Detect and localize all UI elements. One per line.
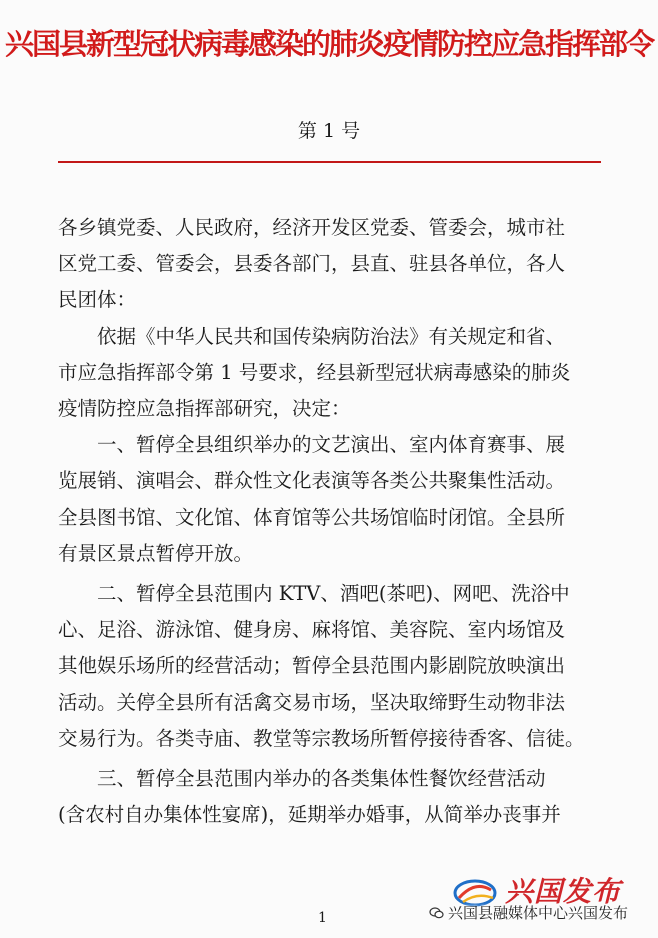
body-line: 览展销、演唱会、群众性文化表演等各类公共聚集性活动。: [58, 469, 566, 493]
body-line: 民团体：: [58, 288, 137, 312]
document-title: 兴国县新型冠状病毒感染的肺炎疫情防控应急指挥部令: [4, 27, 653, 61]
body-line: 全县图书馆、文化馆、体育馆等公共场馆临时闭馆。全县所: [58, 505, 566, 529]
body-line: (含农村自办集体性宴席)，延期举办婚事，从简举办丧事并: [58, 803, 561, 827]
body-line: 二、暂停全县范围内 KTV、酒吧(茶吧)、网吧、洗浴中: [97, 582, 570, 606]
header-divider: [58, 161, 601, 163]
wechat-icon: [429, 907, 444, 919]
body-line: 市应急指挥部令第 1 号要求，经县新型冠状病毒感染的肺炎: [58, 360, 571, 384]
source-watermark: [445, 866, 650, 932]
body-line: 三、暂停全县范围内举办的各类集体性餐饮经营活动: [97, 767, 546, 791]
body-line: 依据《中华人民共和国传染病防治法》有关规定和省、: [97, 324, 566, 348]
body-line: 其他娱乐场所的经营活动；暂停全县范围内影剧院放映演出: [58, 654, 566, 678]
body-line: 有景区景点暂停开放。: [58, 541, 254, 565]
body-line: 疫情防控应急指挥部研究，决定：: [58, 397, 351, 421]
document-number: 第 1 号: [297, 120, 361, 142]
body-line: 交易行为。各类寺庙、教堂等宗教场所暂停接待香客、信徒。: [58, 726, 585, 750]
watermark-caption-text: 兴国县融媒体中心兴国发布: [448, 904, 629, 922]
body-line: 各乡镇党委、人民政府，经济开发区党委、管委会，城市社: [58, 216, 566, 239]
watermark-caption: [429, 902, 628, 923]
watermark-art-text: 兴国发布: [505, 875, 622, 908]
body-line: 活动。关停全县所有活禽交易市场，坚决取缔野生动物非法: [58, 690, 566, 714]
document-body: [58, 210, 606, 833]
body-line: 区党工委、管委会，县委各部门，县直、驻县各单位，各人: [58, 252, 566, 276]
page-number: 1: [318, 910, 327, 926]
body-line: 心、足浴、游泳馆、健身房、麻将馆、美容院、室内场馆及: [58, 618, 566, 642]
body-line: 一、暂停全县组织举办的文艺演出、室内体育赛事、展: [97, 433, 566, 457]
